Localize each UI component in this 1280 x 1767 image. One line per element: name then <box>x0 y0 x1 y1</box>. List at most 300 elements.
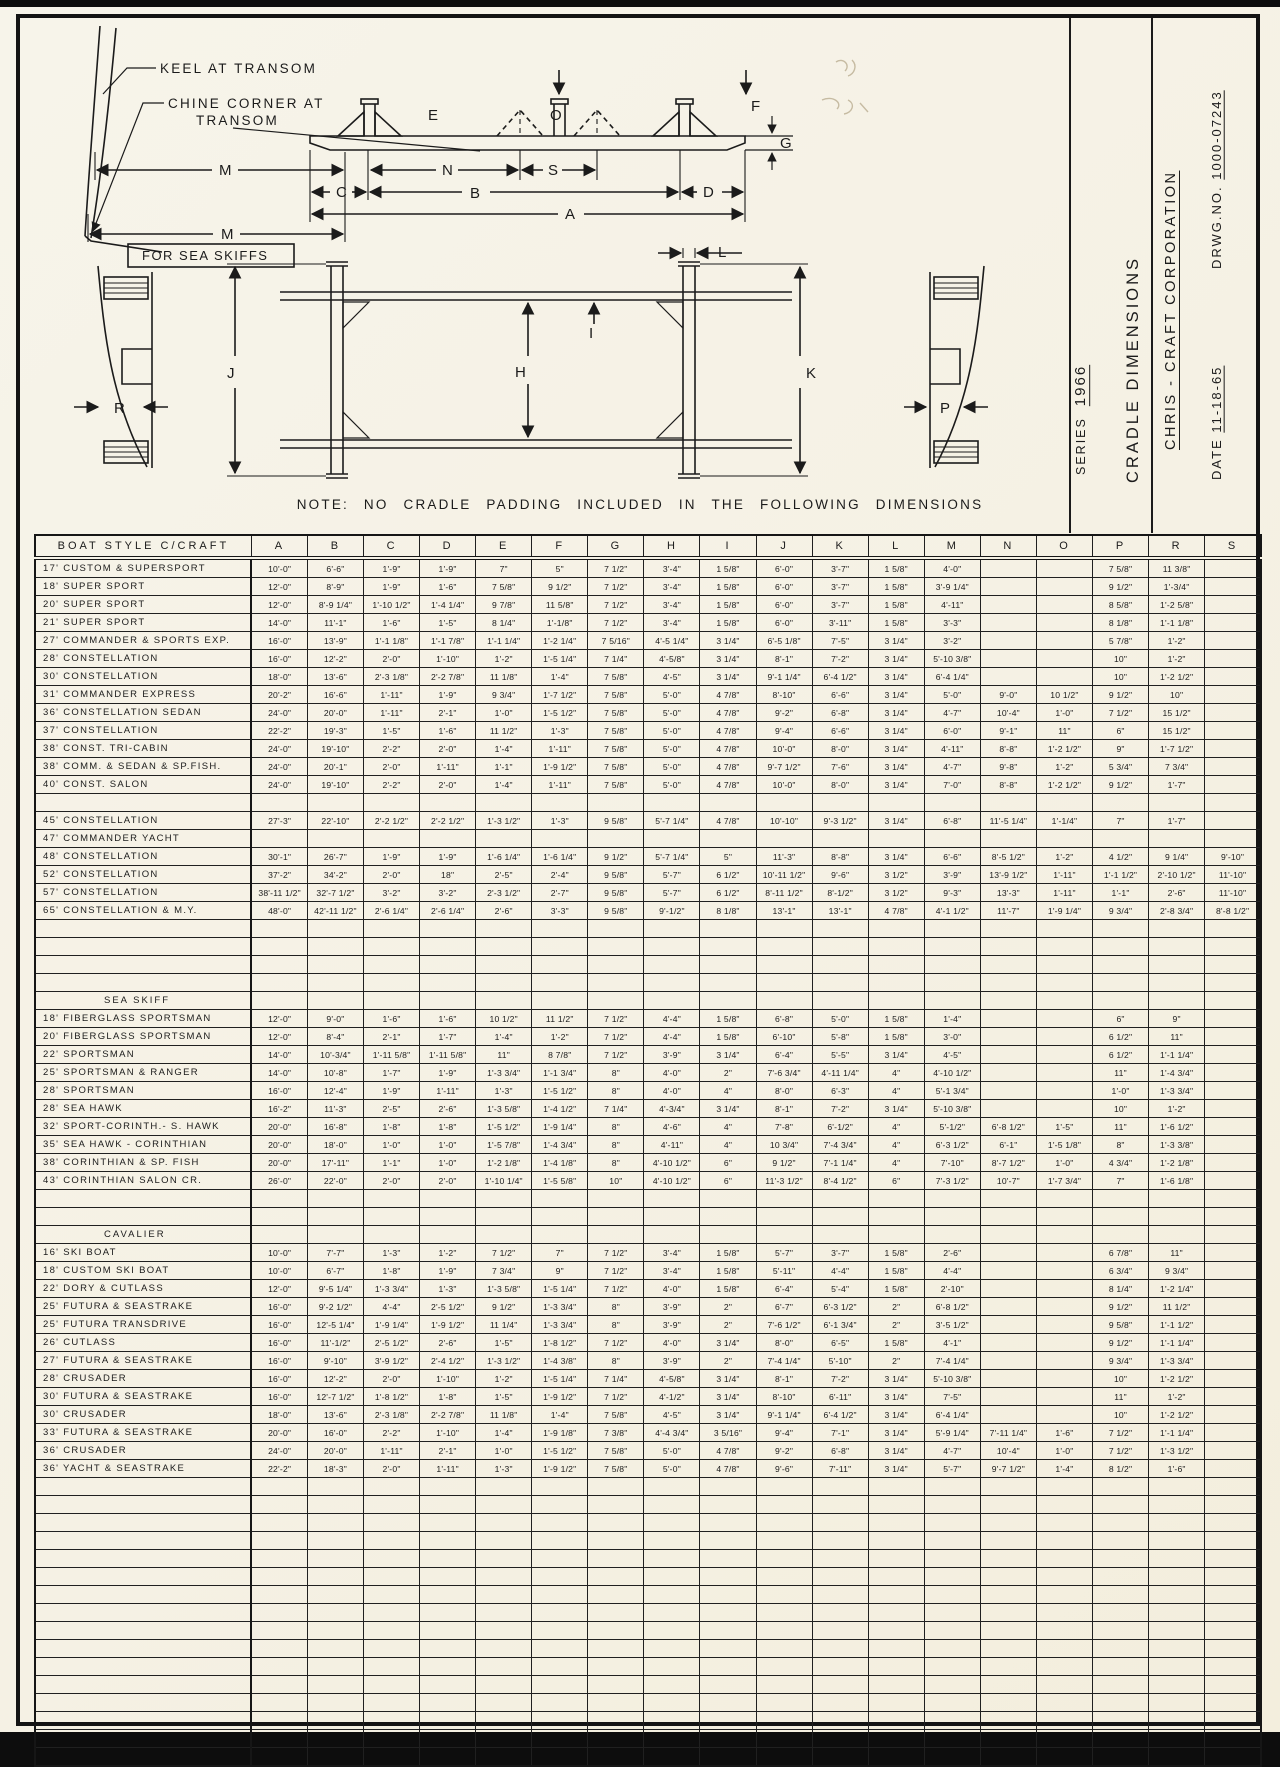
dim-cell: 2'-7" <box>532 884 588 902</box>
dim-cell <box>812 830 868 848</box>
dim-cell <box>1036 992 1092 1010</box>
dim-cell <box>756 1496 812 1514</box>
dim-cell <box>588 1604 644 1622</box>
dim-cell <box>1205 1334 1261 1352</box>
dim-cell: 1'-10 1/2" <box>364 596 420 614</box>
dim-cell <box>476 1748 532 1767</box>
dim-cell: 11'-10" <box>1205 866 1261 884</box>
dim-cell: 9" <box>532 1262 588 1280</box>
dim-cell: 20'-0" <box>251 1154 307 1172</box>
dim-cell: 1'-7 1/2" <box>532 686 588 704</box>
dim-cell: 7 1/2" <box>588 1280 644 1298</box>
dim-cell <box>1093 974 1149 992</box>
dim-cell: 19'-10" <box>307 776 363 794</box>
dim-cell: 1'-4" <box>532 668 588 686</box>
boat-style-cell: 26' CUTLASS <box>35 1334 251 1352</box>
dim-cell: 11 1/8" <box>476 1406 532 1424</box>
dim-cell: 10'-0" <box>251 558 307 578</box>
dim-cell: 3 1/4" <box>868 1424 924 1442</box>
dim-cell <box>980 1316 1036 1334</box>
dim-cell: 2'-6 1/4" <box>420 902 476 920</box>
dim-cell: 5" <box>532 558 588 578</box>
dim-cell: 9'-5 1/4" <box>307 1280 363 1298</box>
dim-cell: 4'-7" <box>924 1442 980 1460</box>
dim-cell: 11 1/2" <box>532 1010 588 1028</box>
dim-cell: 12'-0" <box>251 1028 307 1046</box>
dim-cell <box>1036 1226 1092 1244</box>
dim-cell <box>980 974 1036 992</box>
dim-cell: 6'-3" <box>812 1082 868 1100</box>
dim-cell: 1'-7 1/2" <box>1149 740 1205 758</box>
dim-cell: 4'-5" <box>644 668 700 686</box>
dim-cell <box>980 1298 1036 1316</box>
dim-cell: 1'-0" <box>1093 1082 1149 1100</box>
dim-cell <box>812 1478 868 1496</box>
dim-cell: 16'-0" <box>251 1316 307 1334</box>
dim-cell: 2" <box>868 1316 924 1334</box>
dim-cell: 7 5/8" <box>588 704 644 722</box>
dim-cell <box>532 1604 588 1622</box>
dim-cell: 1'-8" <box>420 1388 476 1406</box>
dim-cell: 9'-3" <box>924 884 980 902</box>
dim-cell <box>1036 1568 1092 1586</box>
dim-cell <box>364 1712 420 1730</box>
dim-cell: 1'-4" <box>476 776 532 794</box>
dim-cell: 9'-2" <box>756 1442 812 1460</box>
dim-cell <box>588 1208 644 1226</box>
dim-cell: 12'-7 1/2" <box>307 1388 363 1406</box>
dim-cell <box>868 938 924 956</box>
dim-cell: 1'-8 1/2" <box>364 1388 420 1406</box>
dim-cell <box>924 1622 980 1640</box>
dim-cell <box>868 992 924 1010</box>
dim-cell: 2'-3 1/8" <box>364 668 420 686</box>
dim-cell <box>1093 956 1149 974</box>
dim-cell: 38'-11 1/2" <box>251 884 307 902</box>
dim-cell: 18'-0" <box>251 668 307 686</box>
dim-cell <box>700 1694 756 1712</box>
dim-cell <box>756 1622 812 1640</box>
dim-cell <box>588 938 644 956</box>
dim-cell <box>420 920 476 938</box>
dim-cell: 2'-1" <box>420 704 476 722</box>
dim-cell <box>1205 794 1261 812</box>
dim-cell <box>812 1604 868 1622</box>
dim-D: D <box>703 184 715 201</box>
dim-cell <box>476 1478 532 1496</box>
dim-cell <box>644 1694 700 1712</box>
dim-cell <box>1036 1622 1092 1640</box>
dim-cell: 5'-7" <box>924 1460 980 1478</box>
dim-cell <box>1205 578 1261 596</box>
dim-cell: 4'-5" <box>644 1406 700 1424</box>
dim-cell: 4" <box>700 1082 756 1100</box>
dim-cell <box>868 1226 924 1244</box>
table-row <box>35 650 1261 668</box>
dim-cell <box>924 1586 980 1604</box>
dim-cell <box>420 1514 476 1532</box>
dim-column-header-A: A <box>251 535 307 558</box>
dim-cell: 1'-3 3/4" <box>1149 1352 1205 1370</box>
blank-row <box>35 1532 1261 1550</box>
dim-cell: 7 3/4" <box>476 1262 532 1280</box>
dim-cell: 3 1/4" <box>868 812 924 830</box>
dim-cell <box>1205 1172 1261 1190</box>
dim-cell: 7 5/8" <box>476 578 532 596</box>
dim-cell <box>812 1712 868 1730</box>
dim-cell: 1'-2" <box>1036 848 1092 866</box>
boat-style-cell: 22' DORY & CUTLASS <box>35 1280 251 1298</box>
dim-cell: 14'-0" <box>251 1046 307 1064</box>
dim-cell: 3'-9" <box>644 1298 700 1316</box>
dim-cell <box>1205 1118 1261 1136</box>
dim-cell <box>476 1532 532 1550</box>
dim-cell: 13'-1" <box>812 902 868 920</box>
dim-cell <box>364 1550 420 1568</box>
dim-cell: 4'-1" <box>924 1334 980 1352</box>
dim-cell <box>700 1712 756 1730</box>
dim-column-header-L: L <box>868 535 924 558</box>
dim-cell <box>251 1640 307 1658</box>
dim-cell: 10" <box>1093 650 1149 668</box>
dim-cell <box>588 1640 644 1658</box>
dim-cell <box>588 974 644 992</box>
boat-style-cell: 45' CONSTELLATION <box>35 812 251 830</box>
dim-cell: 1'-7" <box>420 1028 476 1046</box>
dim-cell <box>1036 1496 1092 1514</box>
dim-cell <box>924 1190 980 1208</box>
dim-cell <box>1093 938 1149 956</box>
boat-style-cell: 36' YACHT & SEASTRAKE <box>35 1460 251 1478</box>
dim-cell: 7'-7" <box>307 1244 363 1262</box>
boat-style-cell <box>35 1676 251 1694</box>
dim-cell <box>1036 1712 1092 1730</box>
dim-cell <box>307 1712 363 1730</box>
dim-cell <box>532 1496 588 1514</box>
dim-cell: 1'-5 7/8" <box>476 1136 532 1154</box>
section-label: SEA SKIFF <box>35 992 251 1010</box>
dim-cell <box>980 992 1036 1010</box>
dim-cell <box>1093 992 1149 1010</box>
dim-cell <box>532 1712 588 1730</box>
dim-cell: 8" <box>588 1082 644 1100</box>
dim-cell <box>1036 1316 1092 1334</box>
dim-cell: 22'-0" <box>307 1172 363 1190</box>
dim-cell <box>307 956 363 974</box>
dim-cell: 3 5/16" <box>700 1424 756 1442</box>
dim-cell: 7 1/2" <box>588 1334 644 1352</box>
dim-cell <box>420 1568 476 1586</box>
dim-cell <box>868 956 924 974</box>
dim-cell <box>980 1586 1036 1604</box>
dim-cell <box>1149 1226 1205 1244</box>
dim-cell <box>1205 1262 1261 1280</box>
dim-cell <box>420 1712 476 1730</box>
dim-cell: 6'-1/2" <box>812 1118 868 1136</box>
dim-cell: 1'-2 1/2" <box>1149 1406 1205 1424</box>
dim-cell <box>868 920 924 938</box>
dim-cell: 6'-4" <box>756 1280 812 1298</box>
dim-cell <box>532 1586 588 1604</box>
blank-row <box>35 1676 1261 1694</box>
dim-cell <box>644 938 700 956</box>
table-row <box>35 1118 1261 1136</box>
dim-cell: 8'-4 1/2" <box>812 1172 868 1190</box>
dim-cell: 8'-10" <box>756 1388 812 1406</box>
dim-cell <box>924 1730 980 1748</box>
dim-cell: 5'-0" <box>644 1460 700 1478</box>
dim-cell <box>532 1640 588 1658</box>
dim-cell: 5'-0" <box>644 1442 700 1460</box>
dim-cell <box>364 1730 420 1748</box>
dim-cell: 10'-4" <box>980 1442 1036 1460</box>
dim-B: B <box>470 185 482 202</box>
dim-cell <box>364 920 420 938</box>
dim-cell <box>251 1532 307 1550</box>
dim-column-header-K: K <box>812 535 868 558</box>
dim-cell: 6'-6" <box>924 848 980 866</box>
dim-cell <box>1036 1640 1092 1658</box>
dim-cell <box>980 1226 1036 1244</box>
dim-cell <box>1205 1388 1261 1406</box>
table-row <box>35 902 1261 920</box>
table-row <box>35 1262 1261 1280</box>
dim-cell <box>812 1514 868 1532</box>
dim-cell <box>532 1532 588 1550</box>
dim-cell <box>924 1694 980 1712</box>
dim-cell: 7'-2" <box>812 1370 868 1388</box>
dim-cell <box>980 1028 1036 1046</box>
dim-cell <box>868 1208 924 1226</box>
dim-cell <box>1093 830 1149 848</box>
dim-cell: 1'-4" <box>924 1010 980 1028</box>
dim-cell <box>1205 812 1261 830</box>
dim-cell: 16'-0" <box>307 1424 363 1442</box>
dim-cell: 6'-0" <box>924 722 980 740</box>
table-row <box>35 1298 1261 1316</box>
dim-cell <box>924 794 980 812</box>
dim-cell <box>644 1586 700 1604</box>
dim-cell: 11" <box>1093 1064 1149 1082</box>
dim-cell: 4 7/8" <box>700 686 756 704</box>
dim-cell <box>812 920 868 938</box>
dim-cell: 4 7/8" <box>868 902 924 920</box>
dim-cell: 1'-4 1/8" <box>532 1154 588 1172</box>
dim-cell <box>307 1604 363 1622</box>
dim-cell <box>532 1676 588 1694</box>
dim-cell: 2'-5" <box>476 866 532 884</box>
dim-cell: 4'-1 1/2" <box>924 902 980 920</box>
dim-cell <box>1205 1244 1261 1262</box>
dim-cell <box>1205 920 1261 938</box>
dim-cell <box>980 578 1036 596</box>
dim-column-header-E: E <box>476 535 532 558</box>
dim-cell <box>420 1226 476 1244</box>
dim-cell <box>700 1640 756 1658</box>
dim-cell <box>980 1190 1036 1208</box>
dim-P: P <box>940 400 952 417</box>
dim-cell <box>1205 1640 1261 1658</box>
dim-cell: 3 1/4" <box>868 1046 924 1064</box>
dim-cell <box>868 1748 924 1767</box>
dim-cell: 6'-3 1/2" <box>812 1298 868 1316</box>
dim-cell <box>1036 1280 1092 1298</box>
dim-cell: 16'-8" <box>307 1118 363 1136</box>
dim-cell: 22'-2" <box>251 722 307 740</box>
dim-cell <box>1036 668 1092 686</box>
dim-cell <box>868 1586 924 1604</box>
dim-cell <box>980 1712 1036 1730</box>
dim-cell <box>1036 1730 1092 1748</box>
dim-cell: 1'-5" <box>420 614 476 632</box>
dim-cell: 16'-0" <box>251 1370 307 1388</box>
dim-cell <box>644 1190 700 1208</box>
boat-style-cell <box>35 1586 251 1604</box>
dim-cell: 3'-7" <box>812 578 868 596</box>
dim-cell <box>1036 1514 1092 1532</box>
dim-cell: 8'-0" <box>756 1334 812 1352</box>
dim-cell: 1'-2" <box>476 1370 532 1388</box>
dim-cell <box>251 974 307 992</box>
table-row <box>35 1028 1261 1046</box>
blank-row <box>35 1478 1261 1496</box>
dim-cell: 16'-0" <box>251 650 307 668</box>
boat-style-cell <box>35 1550 251 1568</box>
dim-cell: 11 1/2" <box>1149 1298 1205 1316</box>
dim-cell <box>1205 974 1261 992</box>
dim-cell: 22'-2" <box>251 1460 307 1478</box>
dim-cell: 4'-11" <box>644 1136 700 1154</box>
dim-cell: 9 1/2" <box>1093 1334 1149 1352</box>
dim-cell: 7'-11 1/4" <box>980 1424 1036 1442</box>
dim-cell: 1'-0" <box>1036 704 1092 722</box>
dim-cell <box>307 1496 363 1514</box>
dim-cell: 12'-0" <box>251 1010 307 1028</box>
dim-cell <box>1205 1496 1261 1514</box>
dim-cell: 1'-1 1/8" <box>1149 614 1205 632</box>
table-row <box>35 758 1261 776</box>
dim-cell <box>700 1604 756 1622</box>
dim-cell: 2'-6" <box>476 902 532 920</box>
dim-cell: 5'-0" <box>644 722 700 740</box>
dim-cell: 11" <box>1149 1028 1205 1046</box>
dim-cell <box>1036 1694 1092 1712</box>
dim-cell: 7 5/8" <box>588 722 644 740</box>
dim-cell: 9'-2" <box>756 704 812 722</box>
dim-cell <box>868 1496 924 1514</box>
dim-cell: 26'-7" <box>307 848 363 866</box>
dim-cell <box>700 1568 756 1586</box>
dim-column-header-H: H <box>644 535 700 558</box>
dim-cell: 3 1/4" <box>868 668 924 686</box>
dim-cell: 1'-1 1/8" <box>364 632 420 650</box>
dim-cell: 5'-7" <box>644 866 700 884</box>
dim-cell: 5'-10 3/8" <box>924 1100 980 1118</box>
dim-cell: 10" <box>588 1172 644 1190</box>
dim-cell <box>364 1226 420 1244</box>
boat-style-cell: 20' FIBERGLASS SPORTSMAN <box>35 1028 251 1046</box>
dim-cell: 6'-8" <box>812 704 868 722</box>
dim-cell: 11'-3 1/2" <box>756 1172 812 1190</box>
dim-cell <box>1149 1478 1205 1496</box>
dim-cell <box>251 1496 307 1514</box>
dim-cell <box>476 830 532 848</box>
table-row <box>35 848 1261 866</box>
dim-cell <box>1093 1190 1149 1208</box>
company-name: CHRIS - CRAFT CORPORATION <box>1163 170 1179 450</box>
dim-N: N <box>442 162 454 179</box>
dim-cell <box>1036 920 1092 938</box>
dim-cell <box>924 830 980 848</box>
dim-cell: 1'-9" <box>420 686 476 704</box>
dim-cell: 7" <box>532 1244 588 1262</box>
dim-cell: 16'-6" <box>307 686 363 704</box>
dim-cell: 1'-3 3/4" <box>364 1280 420 1298</box>
dim-cell: 1'-5 5/8" <box>532 1172 588 1190</box>
dim-cell: 7'-1" <box>812 1424 868 1442</box>
dim-cell <box>756 1694 812 1712</box>
dim-cell <box>1036 1082 1092 1100</box>
dim-cell <box>532 1190 588 1208</box>
dim-cell: 5'-7 1/4" <box>644 812 700 830</box>
dim-cell: 11" <box>1093 1118 1149 1136</box>
dim-cell: 5'-10 3/8" <box>924 1370 980 1388</box>
dim-cell <box>868 1478 924 1496</box>
dim-cell: 4'-5/8" <box>644 1370 700 1388</box>
dim-cell: 9 1/2" <box>1093 1298 1149 1316</box>
dim-cell <box>756 1532 812 1550</box>
dim-cell: 1'-1 1/2" <box>1149 1316 1205 1334</box>
dim-cell: 1'-9 1/4" <box>364 1316 420 1334</box>
dim-cell: 10 1/2" <box>476 1010 532 1028</box>
dim-cell: 1 5/8" <box>868 1262 924 1280</box>
dim-cell: 1'-7" <box>1149 776 1205 794</box>
dim-cell: 7 5/8" <box>588 740 644 758</box>
dim-cell <box>644 1496 700 1514</box>
blank-row <box>35 1658 1261 1676</box>
boat-style-cell: 65' CONSTELLATION & M.Y. <box>35 902 251 920</box>
dim-cell: 1 5/8" <box>700 1028 756 1046</box>
boat-style-cell: 21' SUPER SPORT <box>35 614 251 632</box>
dim-cell <box>1205 1154 1261 1172</box>
dim-cell <box>1093 1748 1149 1767</box>
dim-cell: 16'-0" <box>251 1352 307 1370</box>
dim-cell <box>364 1568 420 1586</box>
dim-cell <box>756 1568 812 1586</box>
dim-cell: 1'-5 1/4" <box>532 650 588 668</box>
dim-cell: 8'-9 1/4" <box>307 596 363 614</box>
dim-cell: 4'-7" <box>924 758 980 776</box>
table-row <box>35 884 1261 902</box>
dim-cell <box>588 1730 644 1748</box>
dim-cell: 9 5/8" <box>588 812 644 830</box>
dim-cell <box>1205 558 1261 578</box>
boat-style-cell: 18' CUSTOM SKI BOAT <box>35 1262 251 1280</box>
dim-cell <box>420 1730 476 1748</box>
table-row <box>35 686 1261 704</box>
boat-style-cell: 38' COMM. & SEDAN & SP.FISH. <box>35 758 251 776</box>
dim-cell <box>812 1208 868 1226</box>
dim-cell: 9 1/2" <box>588 848 644 866</box>
dim-cell: 10'-0" <box>756 776 812 794</box>
dim-cell <box>700 938 756 956</box>
dim-cell: 1'-9 1/2" <box>532 758 588 776</box>
dim-cell <box>1036 578 1092 596</box>
dim-cell <box>1149 1514 1205 1532</box>
dim-cell <box>868 1622 924 1640</box>
dim-cell <box>1036 974 1092 992</box>
dim-cell: 4'-4" <box>644 1010 700 1028</box>
